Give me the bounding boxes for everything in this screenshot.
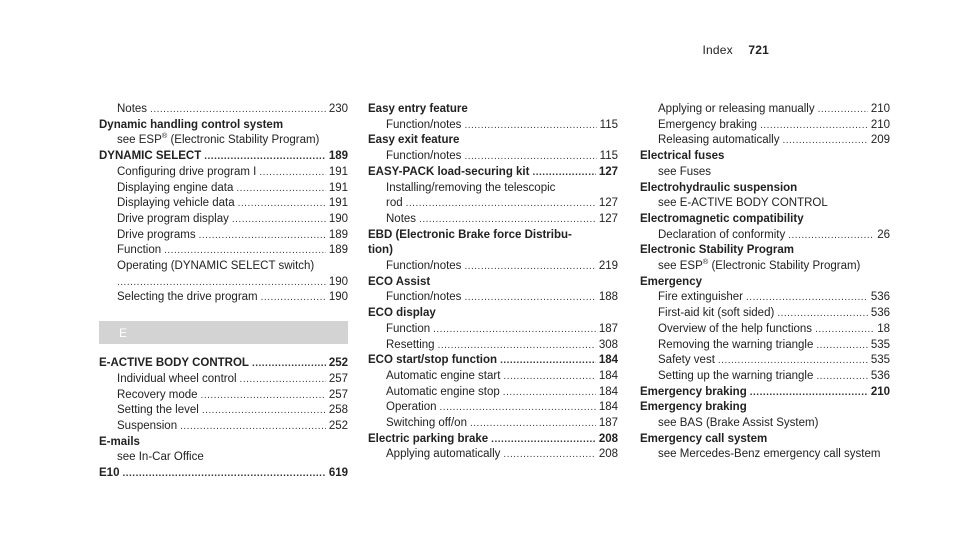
index-entry[interactable]: Applying or releasing manually ..... 210 (640, 102, 890, 118)
index-heading: ECO display (368, 307, 436, 320)
index-entry[interactable]: Individual wheel control ..... 257 (99, 372, 348, 388)
index-heading: Emergency (640, 275, 703, 288)
index-heading: Dynamic handling control system (99, 118, 284, 131)
index-entry[interactable]: E-ACTIVE BODY CONTROL ..... 252 (99, 356, 348, 372)
index-entry[interactable]: Drive programs ..... 189 (99, 228, 348, 244)
index-entry[interactable]: Function ..... 187 (368, 322, 618, 338)
index-heading: Emergency braking (640, 401, 747, 414)
index-entry[interactable]: Automatic engine start ..... 184 (368, 369, 618, 385)
header-label: Index (702, 43, 733, 57)
index-entry[interactable]: Releasing automatically ..... 209 (640, 133, 890, 149)
index-heading: E-mails (99, 435, 140, 448)
index-entry[interactable]: Suspension ..... 252 (99, 419, 348, 435)
index-column-1 (99, 102, 348, 482)
index-see-reference[interactable]: see ESP® (Electronic Stability Program) (117, 131, 320, 147)
index-entry[interactable]: Resetting ..... 308 (368, 338, 618, 354)
index-heading: Emergency call system (640, 432, 768, 445)
page-header (702, 43, 769, 57)
index-column-3 (640, 102, 890, 463)
index-see-reference[interactable]: see Fuses (658, 165, 712, 178)
index-entry[interactable]: Configuring drive program I ..... 191 (99, 165, 348, 181)
index-entry[interactable]: Operation ..... 184 (368, 400, 618, 416)
index-entry[interactable]: ..... 190 (99, 275, 348, 291)
index-entry[interactable]: ECO start/stop function ..... 184 (368, 353, 618, 369)
index-entry[interactable]: E10 ..... 619 (99, 466, 348, 482)
index-entry[interactable]: Setting the level ..... 258 (99, 403, 348, 419)
index-entry[interactable]: Emergency braking ..... 210 (640, 118, 890, 134)
index-entry[interactable]: Function/notes ..... 219 (368, 259, 618, 275)
index-see-reference[interactable]: see In-Car Office (117, 451, 204, 464)
index-entry[interactable]: Notes ..... 230 (99, 102, 348, 118)
index-column-2 (368, 102, 618, 463)
index-heading: Electrical fuses (640, 150, 725, 163)
index-entry[interactable]: First-aid kit (soft sided) ..... 536 (640, 306, 890, 322)
index-entry-line: Installing/removing the telescopic (386, 181, 556, 194)
index-entry[interactable]: Drive program display ..... 190 (99, 212, 348, 228)
index-entry[interactable]: Safety vest ..... 535 (640, 353, 890, 369)
index-entry[interactable]: Automatic engine stop ..... 184 (368, 385, 618, 401)
header-page-number: 721 (748, 43, 769, 57)
index-see-reference[interactable]: see ESP® (Electronic Stability Program) (658, 257, 861, 273)
index-entry[interactable]: Electric parking brake ..... 208 (368, 432, 618, 448)
index-entry[interactable]: Function ..... 189 (99, 243, 348, 259)
index-heading: Easy entry feature (368, 103, 468, 115)
index-entry[interactable]: Setting up the warning triangle ..... 536 (640, 369, 890, 385)
index-entry[interactable]: Function/notes ..... 115 (368, 118, 618, 134)
index-entry[interactable]: DYNAMIC SELECT ..... 189 (99, 149, 348, 165)
index-entry[interactable]: Switching off/on ..... 187 (368, 416, 618, 432)
index-entry[interactable]: Function/notes ..... 115 (368, 149, 618, 165)
index-heading: Electromagnetic compatibility (640, 212, 804, 225)
index-entry[interactable]: Displaying engine data ..... 191 (99, 181, 348, 197)
index-entry[interactable]: Removing the warning triangle ..... 535 (640, 338, 890, 354)
index-see-reference[interactable]: see E-ACTIVE BODY CONTROL (658, 197, 828, 210)
index-entry[interactable]: Emergency braking ..... 210 (640, 385, 890, 401)
index-entry[interactable]: Applying automatically ..... 208 (368, 447, 618, 463)
index-heading: EBD (Electronic Brake force Distribu- (368, 228, 572, 241)
index-heading: Electronic Stability Program (640, 244, 795, 257)
section-letter-bar (99, 321, 348, 344)
index-entry-line: Operating (DYNAMIC SELECT switch) (117, 260, 315, 273)
index-entry[interactable]: Notes ..... 127 (368, 212, 618, 228)
index-see-reference[interactable]: see Mercedes-Benz emergency call system (658, 448, 881, 461)
index-entry[interactable]: Displaying vehicle data ..... 191 (99, 196, 348, 212)
index-entry[interactable]: Overview of the help functions ..... 18 (640, 322, 890, 338)
index-entry[interactable]: Function/notes ..... 188 (368, 290, 618, 306)
section-letter: E (119, 325, 128, 340)
index-heading: Electrohydraulic suspension (640, 181, 798, 194)
index-heading-cont: tion) (368, 244, 393, 257)
index-entry[interactable]: Declaration of conformity ..... 26 (640, 228, 890, 244)
index-entry[interactable]: Selecting the drive program ..... 190 (99, 290, 348, 306)
index-entry[interactable]: rod ..... 127 (368, 196, 618, 212)
index-heading: ECO Assist (368, 275, 431, 288)
index-heading: Easy exit feature (368, 134, 460, 147)
index-entry[interactable]: EASY-PACK load-securing kit ..... 127 (368, 165, 618, 181)
index-see-reference[interactable]: see BAS (Brake Assist System) (658, 417, 819, 430)
index-entry[interactable]: Fire extinguisher ..... 536 (640, 290, 890, 306)
index-entry[interactable]: Recovery mode ..... 257 (99, 388, 348, 404)
